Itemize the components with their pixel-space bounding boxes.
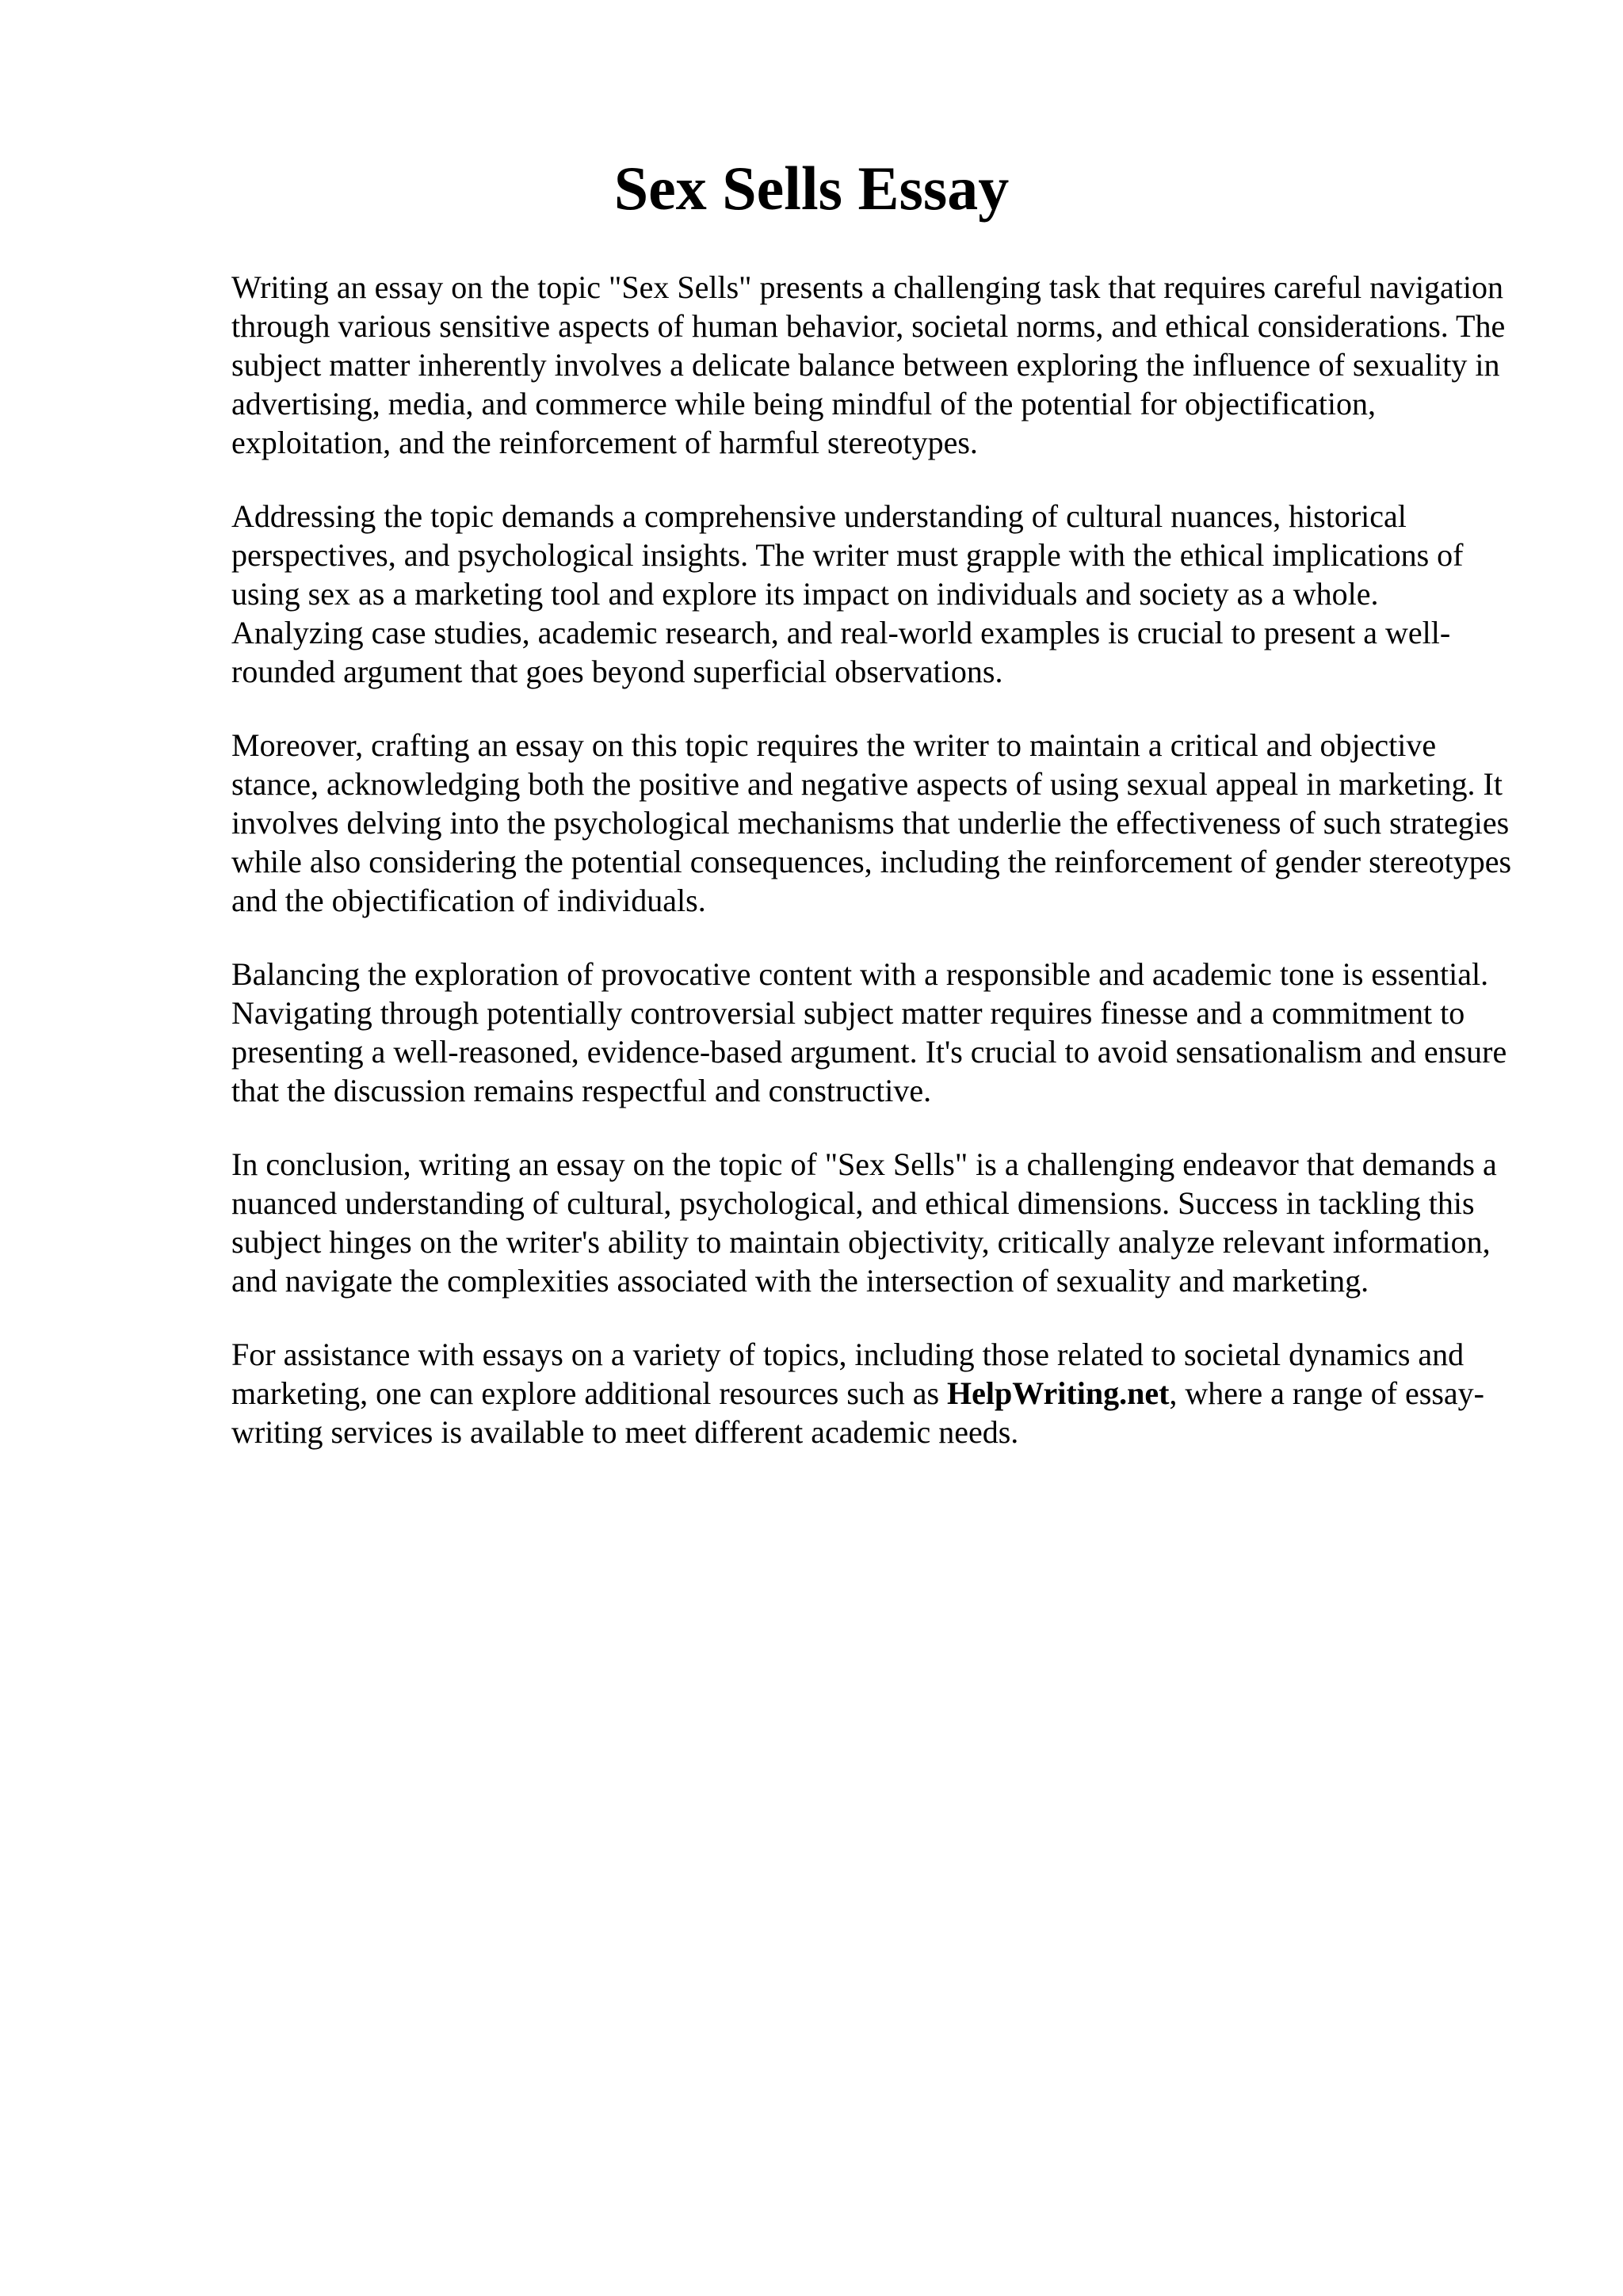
helpwriting-link[interactable]: HelpWriting.net xyxy=(947,1375,1170,1411)
paragraph-1: Writing an essay on the topic "Sex Sells" presents a challenging task that requires careful navigation through various sensitive aspects of human behavior, societal norms, and ethical considerations. The subject matter inherently involves a delicate balance between exploring the influence of sexuality in advertising, media, and commerce while being mindful of the potential for objectification, exploitation, and the reinforcement of harmful stereotypes. xyxy=(231,269,1506,460)
closing-text-after: , where a range of essay-writing services is available to meet different academic needs. xyxy=(231,1375,1484,1450)
closing-text-before: For assistance with essays on a variety of topics, including those related to societal dynamics and marketing, one can explore additional resources such as xyxy=(231,1337,1465,1411)
document-title: Sex Sells Essay xyxy=(613,154,1010,223)
closing-paragraph xyxy=(231,1335,1515,1451)
paragraph-4: Balancing the exploration of provocative content with a responsible and academic tone is essential. Navigating through potentially controversial subject matter requires finesse and a commitment to presenting a well-reasoned, evidence-based argument. It's crucial to avoid sensationalism and ensure that the discussion remains respectful and constructive. xyxy=(231,956,1507,1108)
paragraph-5: In conclusion, writing an essay on the topic of "Sex Sells" is a challenging endeavor that demands a nuanced understanding of cultural, psychological, and ethical dimensions. Success in tackling this subject hinges on the writer's ability to maintain objectivity, critically analyze relevant information, and navigate the complexities associated with the intersection of sexuality and marketing. xyxy=(231,1146,1497,1299)
document-body xyxy=(231,268,1515,1451)
paragraph-3: Moreover, crafting an essay on this topic requires the writer to maintain a critical and objective stance, acknowledging both the positive and negative aspects of using sexual appeal in marketing. It involves delving into the psychological mechanisms that underlie the effectiveness of such strategies while also considering the potential consequences, including the reinforcement of gender stereotypes and the objectification of individuals. xyxy=(231,727,1512,918)
paragraph-2: Addressing the topic demands a comprehensive understanding of cultural nuances, historical perspectives, and psychological insights. The writer must grapple with the ethical implications of using sex as a marketing tool and explore its impact on individuals and society as a whole. Analyzing case studies, academic research, and real-world examples is crucial to present a well-rounded argument that goes beyond superficial observations. xyxy=(231,498,1464,689)
